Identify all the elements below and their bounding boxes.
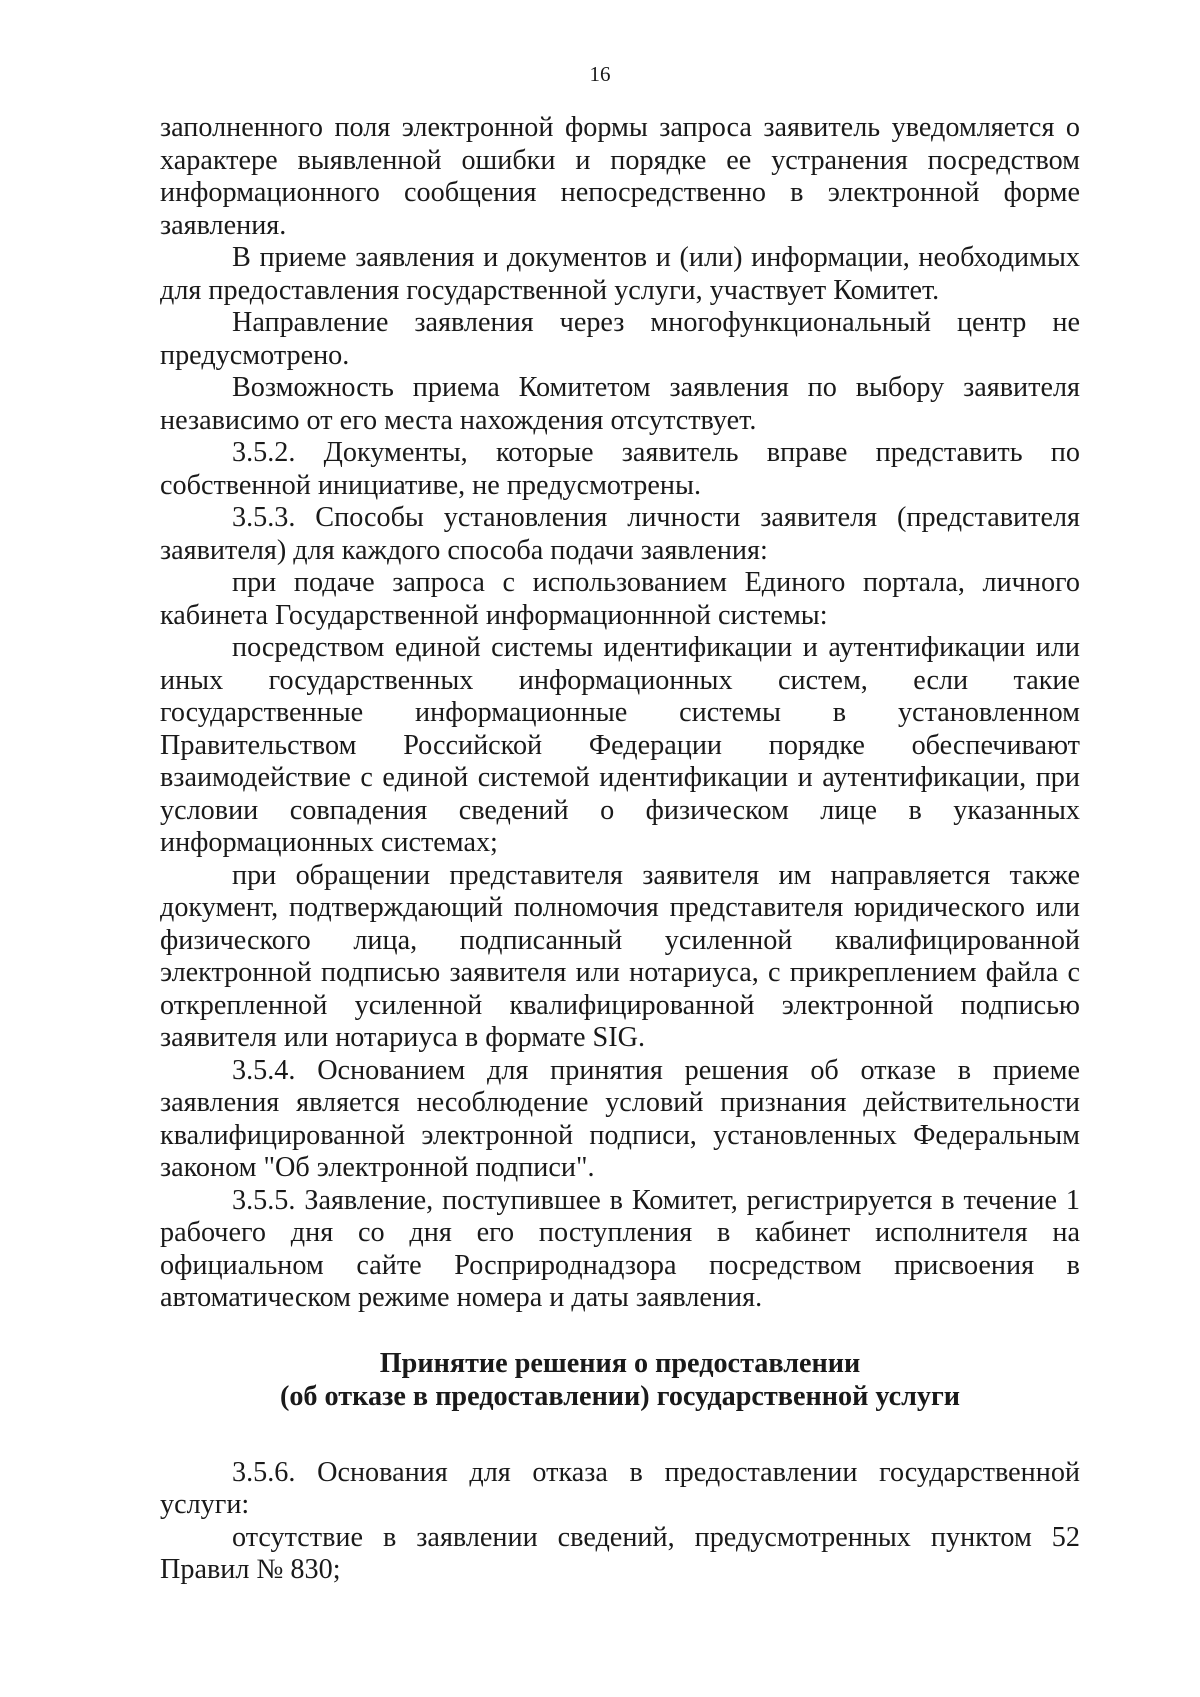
document-body — [160, 112, 1080, 1587]
paragraph-3-5-5: 3.5.5. Заявление, поступившее в Комитет, регистрируется в течение 1 рабочего дня со дня его поступления в кабинет исполнителя на официальном сайте Росприроднадзора посредством присвоения в автоматическом режиме номера и даты заявления. — [160, 1184, 1080, 1313]
paragraph-3-5-2: 3.5.2. Документы, которые заявитель вправе представить по собственной инициативе, не предусмотрены. — [160, 437, 1080, 501]
page-number: 16 — [589, 62, 611, 86]
paragraph-3-5-3: 3.5.3. Способы установления личности заявителя (представителя заявителя) для каждого способа подачи заявления: — [160, 502, 1080, 566]
paragraph-3-5-6: 3.5.6. Основания для отказа в предоставлении государственной услуги: — [160, 1456, 1080, 1520]
section-heading-line-2: (об отказе в предоставлении) государственной услуги — [279, 1380, 961, 1412]
paragraph-esia-identification: посредством единой системы идентификации и аутентификации или иных государственных информационных систем, если такие государственные информационные системы в установленном Правительством Российской Федерации порядке обеспечивают взаимодействие с единой системой идентификации и аутентификации, при условии совпадения сведений о физическом лице в указанных информационных системах; — [160, 632, 1080, 858]
section-heading — [160, 1347, 1080, 1413]
paragraph-portal-submission: при подаче запроса с использованием Единого портала, личного кабинета Государственной информационнной системы: — [160, 567, 1080, 631]
section-heading-line-1: Принятие решения о предоставлении — [379, 1347, 861, 1379]
paragraph-extraterritorial: Возможность приема Комитетом заявления по выбору заявителя независимо от его места нахождения отсутствует. — [160, 372, 1080, 436]
paragraph-mfc-not-provided: Направление заявления через многофункциональный центр не предусмотрено. — [160, 307, 1080, 371]
paragraph-form-error: заполненного поля электронной формы запроса заявитель уведомляется о характере выявленной ошибки и порядке ее устранения посредством информационного сообщения непосредственно в электронной форме заявления. — [160, 112, 1080, 241]
paragraph-3-5-4: 3.5.4. Основанием для принятия решения об отказе в приеме заявления является несоблюдение условий признания действительности квалифицированной электронной подписи, установленных Федеральным законом "Об электронной подписи". — [160, 1054, 1080, 1183]
paragraph-representative: при обращении представителя заявителя им направляется также документ, подтверждающий полномочия представителя юридического или физического лица, подписанный усиленной квалифицированной электронной подписью заявителя или нотариуса, с прикреплением файла с открепленной усиленной квалифицированной электронной подписью заявителя или нотариуса в формате SIG. — [160, 859, 1080, 1053]
paragraph-committee-participation: В приеме заявления и документов и (или) информации, необходимых для предоставления государственной услуги, участвует Комитет. — [160, 242, 1080, 306]
paragraph-refusal-ground-1: отсутствие в заявлении сведений, предусмотренных пунктом 52 Правил № 830; — [160, 1521, 1080, 1585]
